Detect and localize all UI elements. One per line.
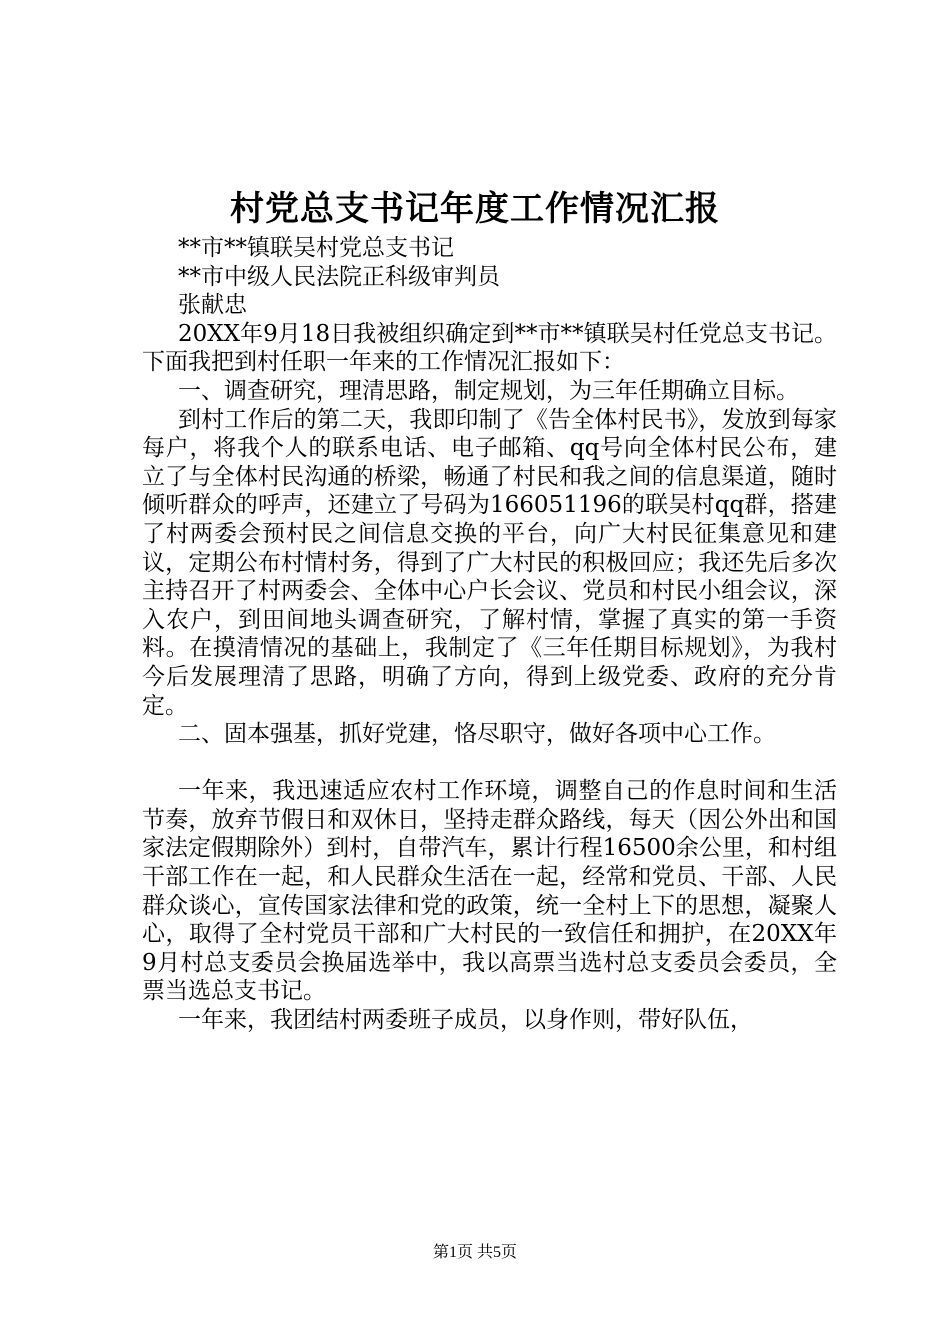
section-heading: 二、固本强基，抓好党建，恪尽职守，做好各项中心工作。 <box>178 721 776 748</box>
paragraph: 一年来，我团结村两委班子成员，以身作则，带好队伍， <box>178 1007 753 1034</box>
paragraph: 20XX年9月18日我被组织确定到**市**镇联吴村任党总支书记。下面我把到村任职一年来的工作情况汇报如下： <box>142 320 837 376</box>
author-line: **市中级人民法院正科级审判员 <box>178 263 500 290</box>
author-name: 张献忠 <box>178 292 247 319</box>
author-line: **市**镇联吴村党总支书记 <box>178 235 454 261</box>
paragraph: 到村工作后的第二天，我即印制了《告全体村民书》，发放到每家每户，将我个人的联系电话、电子邮箱、qq号向全体村民公布，建立了与全体村民沟通的桥梁，畅通了村民和我之间的信息渠道，随时倾听群众的呼声，还建立了号码为166051196的联吴村qq群，搭建了村两委会预村民之间信息交换的平台，向广大村民征集意见和建议，定期公布村情村务，得到了广大村民的积极回应；我还先后多次主持召开了村两委会、全体中心户长会议、党员和村民小组会议，深入农户，到田间地头调查研究，了解村情，掌握了真实的第一手资料。在摸清情况的基础上，我制定了《三年任期目标规划》，为我村今后发展理清了思路，明确了方向，得到上级党委、政府的充分肯定。 <box>142 406 837 719</box>
document-body <box>142 234 837 1035</box>
page-footer: 第1页 共5页 <box>432 1244 517 1261</box>
section-heading: 一、调查研究，理清思路，制定规划，为三年任期确立目标。 <box>178 377 799 404</box>
document-title: 村党总支书记年度工作情况汇报 <box>230 189 720 229</box>
paragraph: 一年来，我迅速适应农村工作环境，调整自己的作息时间和生活节奏，放弃节假日和双休日，坚持走群众路线，每天（因公外出和国家法定假期除外）到村，自带汽车，累计行程16500余公里，和村组干部工作在一起，和人民群众生活在一起，经常和党员、干部、人民群众谈心，宣传国家法律和党的政策，统一全村上下的思想，凝聚人心，取得了全村党员干部和广大村民的一致信任和拥护，在20XX年9月村总支委员会换届选举中，我以高票当选村总支委员会委员，全票当选总支书记。 <box>142 778 837 1005</box>
